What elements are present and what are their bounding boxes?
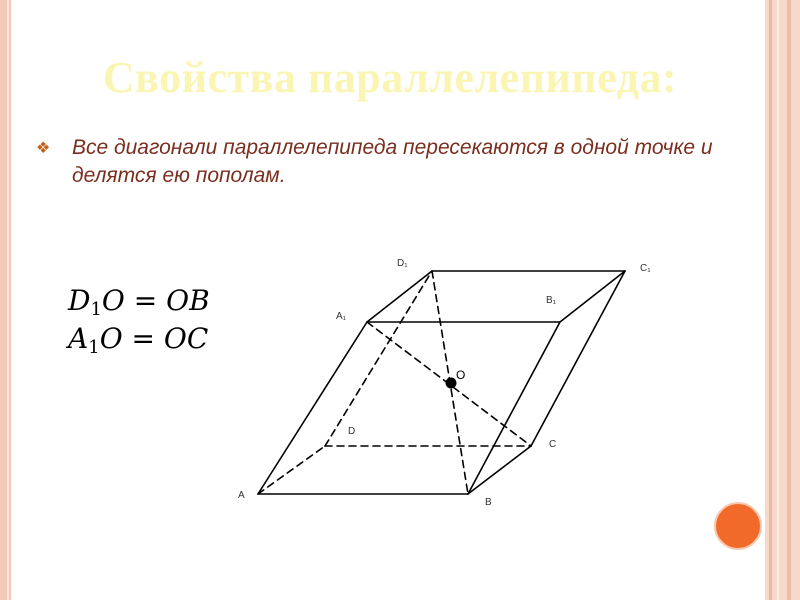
edge-b1c1 — [560, 271, 625, 322]
edge-ad — [258, 446, 325, 494]
vertex-label-b: B — [485, 497, 492, 508]
slide-title: Свойства параллелепипеда: — [102, 53, 678, 102]
point-label-o: O — [456, 368, 466, 382]
edge-d1a1 — [367, 271, 432, 322]
formula-right: O = OB — [101, 284, 210, 317]
edge-bc — [468, 446, 531, 494]
formula-subscript: 1 — [90, 299, 102, 320]
intersection-point-o — [446, 378, 457, 389]
vertex-label-a1: A₁ — [336, 311, 347, 322]
edge-bb1 — [468, 322, 560, 494]
formula-right: O = OC — [99, 322, 209, 355]
diamond-bullet-icon: ❖ — [36, 140, 51, 157]
vertex-label-c: C — [549, 439, 557, 450]
formula-left: D — [68, 284, 91, 317]
formula-left: A — [68, 322, 89, 355]
edge-aa1 — [258, 322, 367, 494]
vertex-label-b1: B₁ — [546, 295, 557, 306]
bullet-text: Все диагонали параллелепипеда пересекаются в одной точке и делятся ею пополам. — [72, 136, 713, 187]
vertex-label-c1: C₁ — [640, 263, 651, 274]
vertex-label-a: A — [238, 490, 245, 501]
vertex-label-d: D — [348, 426, 356, 437]
vertex-label-d1: D₁ — [397, 258, 408, 269]
decorative-circle — [714, 502, 762, 550]
formula-subscript: 1 — [88, 337, 100, 358]
